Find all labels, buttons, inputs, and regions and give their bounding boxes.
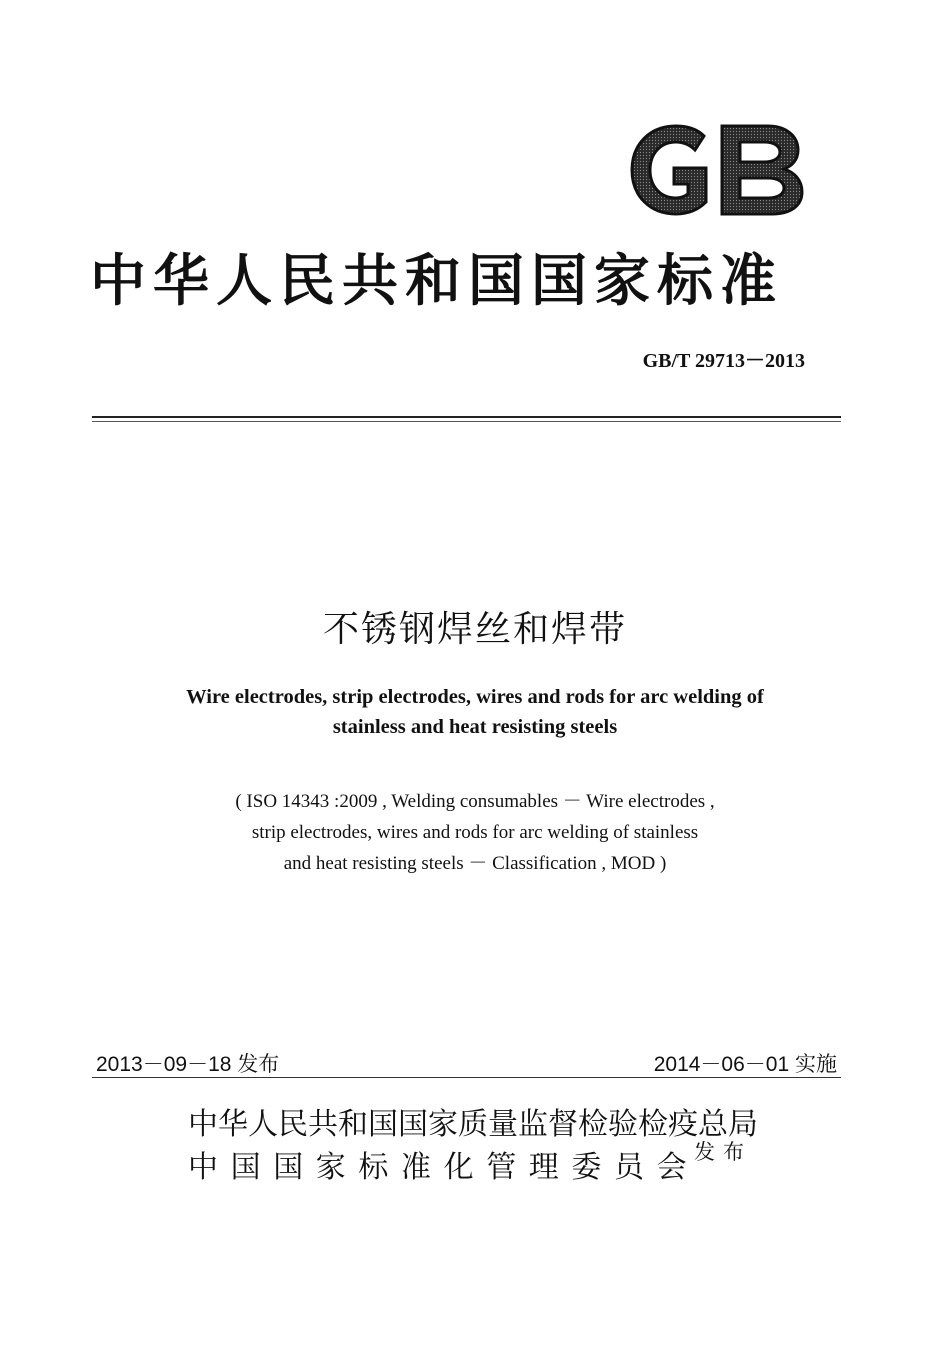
standard-title-english-line1: Wire electrodes, strip electrodes, wires and rods for arc welding of [186,686,764,708]
standard-number: GB/T 29713－2013 [642,350,805,372]
iso-reference [0,786,950,879]
issuer-sac: 中国国家标准化管理委员会 [188,1150,700,1185]
iso-reference-line2: strip electrodes, wires and rods for arc welding of stainless [251,822,699,843]
national-standard-title: 中华人民共和国国家标准 [90,249,783,314]
gb-logo-b-shape [722,126,802,214]
iso-reference-line1: ( ISO 14343 :2009 , Welding consumables － Wire electrodes , [235,791,715,812]
standard-title-english-line2: stainless and heat resisting steels [332,716,618,738]
iso-reference-line3: and heat resisting steels － Classification , MOD ) [283,853,667,874]
gb-logo-icon [630,124,804,216]
standard-title-english [0,682,950,742]
header-divider-thin [92,421,841,422]
issuer-aqsiq: 中华人民共和国国家质量监督检验检疫总局 [188,1107,758,1142]
implementation-date: 2014－06－01 实施 [653,1053,837,1076]
issue-date: 2013－09－18 发布 [96,1053,280,1076]
header-divider [92,416,841,418]
standard-title-chinese: 不锈钢焊丝和焊带 [322,609,627,650]
publish-label: 发布 [694,1140,752,1164]
footer-divider [92,1077,841,1078]
gb-logo-g-shape [632,126,706,214]
